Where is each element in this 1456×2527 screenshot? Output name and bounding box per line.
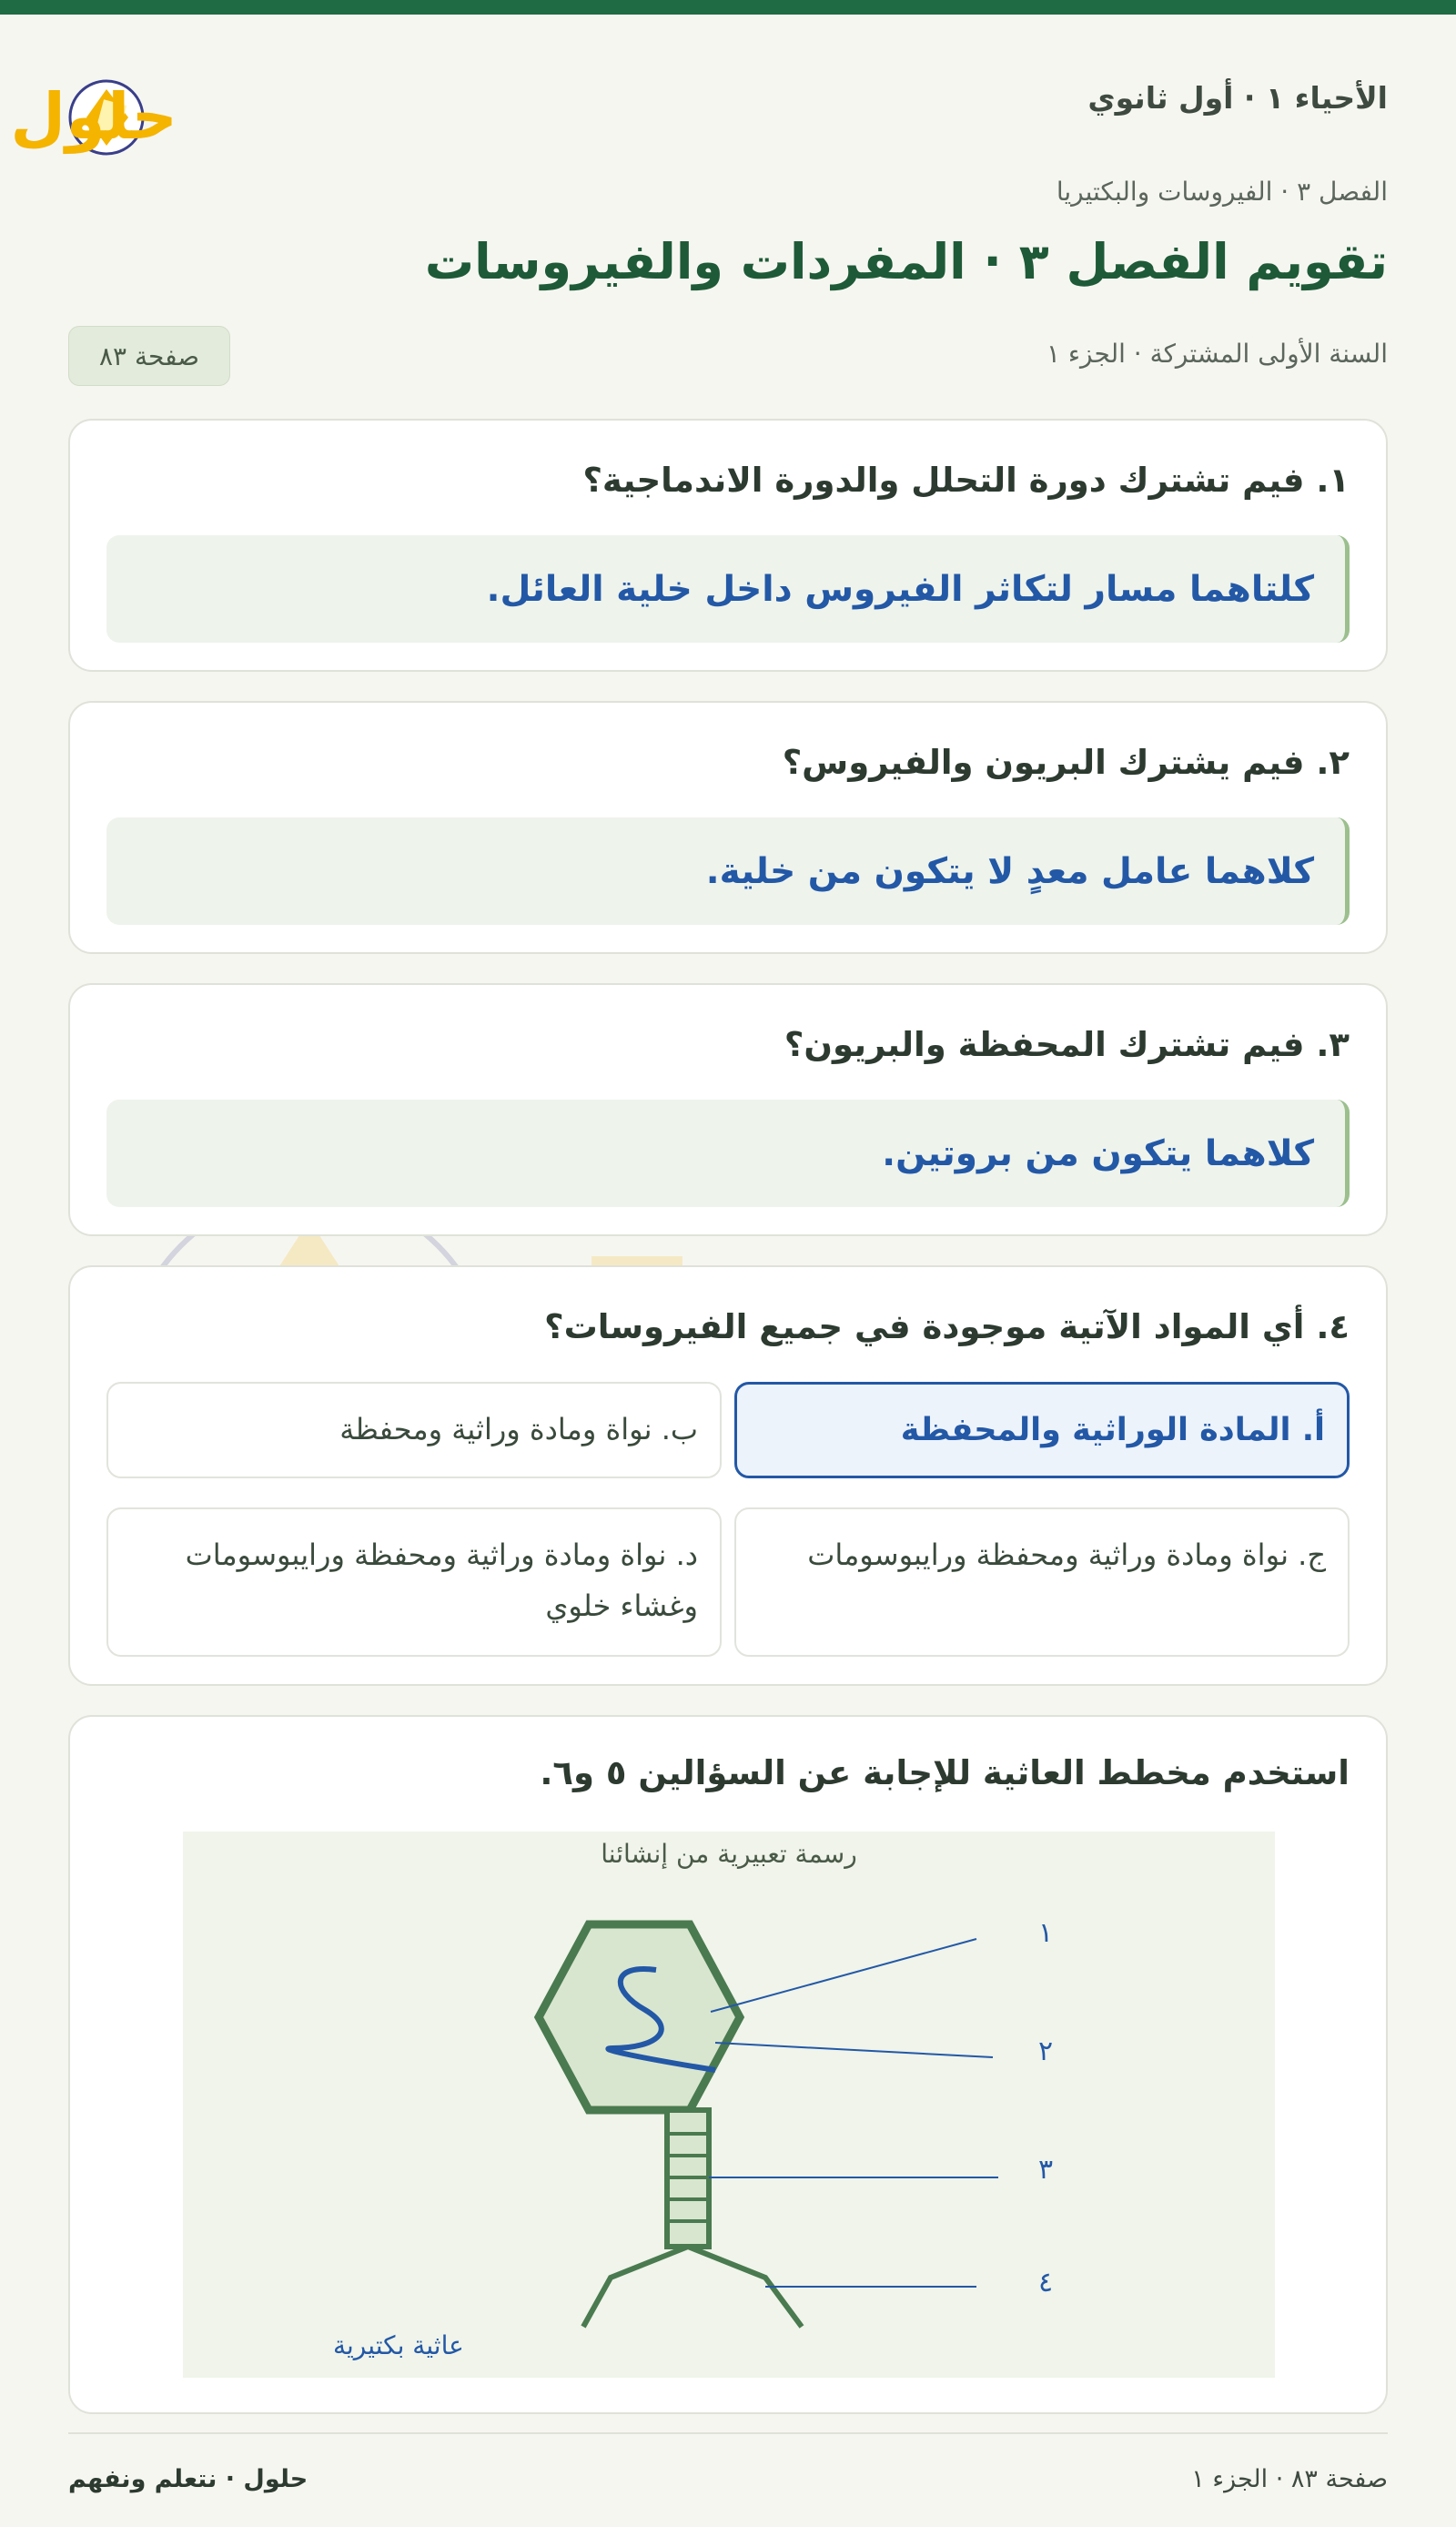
question-text-1: ١. فيم تشترك دورة التحلل والدورة الاندماجية؟ xyxy=(582,461,1350,500)
page-container xyxy=(10,15,1388,2493)
question-text-3: ٣. فيم تشترك المحفظة والبريون؟ xyxy=(784,1025,1350,1064)
bacteriophage-diagram xyxy=(183,1832,1275,2378)
diagram-label-4: ٤ xyxy=(1038,2267,1054,2299)
logo-icon xyxy=(10,47,314,175)
diagram-label-3: ٣ xyxy=(1038,2154,1054,2186)
footer-brand: حلول · نتعلم ونفهم xyxy=(68,2465,308,2493)
question-card-4 xyxy=(68,1265,1388,1686)
page-badge: صفحة ٨٣ xyxy=(68,326,230,386)
option-b[interactable]: ب. نواة ومادة وراثية ومحفظة xyxy=(106,1382,722,1478)
brand-logo xyxy=(10,47,314,175)
diagram-caption: رسمة تعبيرية من إنشائنا xyxy=(601,1839,857,1869)
option-d[interactable]: د. نواة ومادة وراثية ومحفظة ورايبوسومات وغشاء خلوي xyxy=(106,1507,722,1657)
footer-page-info: صفحة ٨٣ · الجزء ١ xyxy=(1191,2465,1388,2493)
diagram-label-2: ٢ xyxy=(1038,2035,1054,2067)
answer-box-1 xyxy=(106,535,1350,643)
book-meta: السنة الأولى المشتركة · الجزء ١ xyxy=(1046,339,1388,369)
answer-box-2 xyxy=(106,817,1350,925)
diagram-label-1: ١ xyxy=(1038,1917,1054,1949)
question-card-2 xyxy=(68,701,1388,954)
footer-divider xyxy=(68,2432,1388,2434)
question-card-1 xyxy=(68,419,1388,672)
question-card-3 xyxy=(68,983,1388,1236)
answer-text-2: كلاهما عامل معدٍ لا يتكون من خلية. xyxy=(705,850,1314,892)
logo-text: حلول xyxy=(10,79,177,154)
question-text-4: ٤. أي المواد الآتية موجودة في جميع الفيروسات؟ xyxy=(544,1307,1350,1346)
diagram-card xyxy=(68,1715,1388,2414)
answer-text-3: كلاهما يتكون من بروتين. xyxy=(882,1132,1314,1174)
page-title: تقويم الفصل ٣ · المفردات والفيروسات xyxy=(424,233,1388,290)
header xyxy=(10,15,1388,178)
diagram-name: عاثية بكتيرية xyxy=(333,2330,464,2360)
question-text-2: ٢. فيم يشترك البريون والفيروس؟ xyxy=(782,743,1350,782)
capsid-shape xyxy=(539,1924,740,2110)
answer-text-1: كلتاهما مسار لتكاثر الفيروس داخل خلية العائل. xyxy=(486,568,1314,610)
option-c[interactable]: ج. نواة ومادة وراثية ومحفظة ورايبوسومات xyxy=(734,1507,1350,1657)
bacteriophage-illustration xyxy=(183,1832,1275,2378)
chapter-label: الفصل ٣ · الفيروسات والبكتيريا xyxy=(1056,177,1388,207)
top-accent-bar xyxy=(0,0,1456,15)
diagram-question: استخدم مخطط العاثية للإجابة عن السؤالين ٥ و٦. xyxy=(540,1753,1350,1792)
subject-title: الأحياء ١ · أول ثانوي xyxy=(1087,80,1388,116)
answer-box-3 xyxy=(106,1100,1350,1207)
option-a[interactable]: أ. المادة الوراثية والمحفظة xyxy=(734,1382,1350,1478)
